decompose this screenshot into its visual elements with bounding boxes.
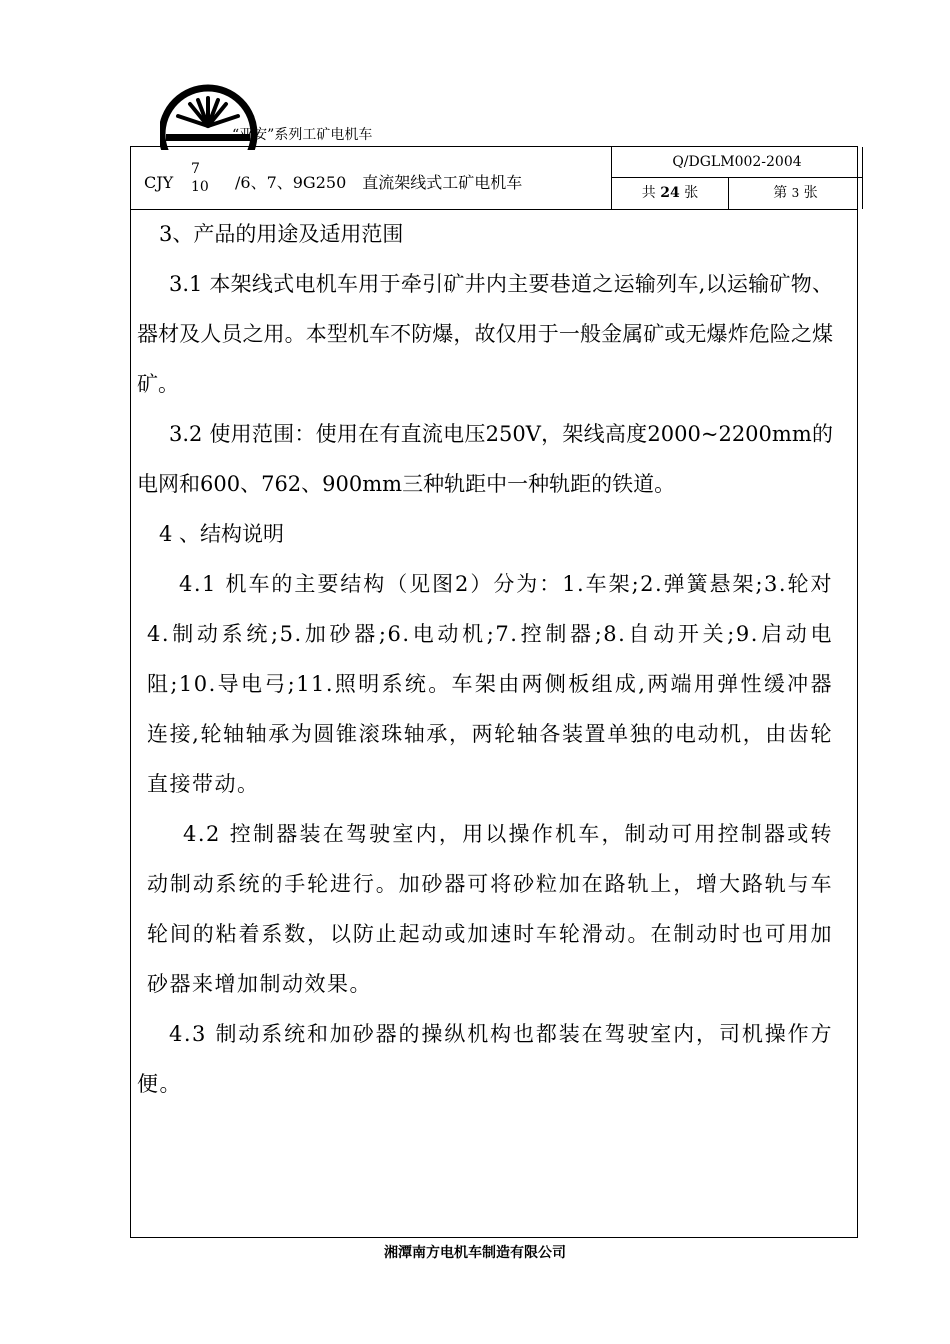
paragraph-3-2: 3.2 使用范围：使用在有直流电压250V，架线高度2000~2200mm的电网和600、762、900mm三种轨距中一种轨距的铁道。 xyxy=(137,422,833,496)
model-prefix: CJY xyxy=(144,173,174,192)
section-4-heading: 4 、结构说明 xyxy=(159,522,285,546)
doc-code: Q/DGLM002-2004 xyxy=(612,147,862,178)
total-sheets-suffix: 张 xyxy=(684,185,699,201)
sheet-no: 3 xyxy=(791,186,800,200)
sheet-suffix: 张 xyxy=(803,185,818,201)
sheet-prefix: 第 xyxy=(773,185,788,201)
total-sheets-count: 24 xyxy=(660,185,680,201)
total-sheets xyxy=(612,178,729,209)
paragraph-4-3: 4.3 制动系统和加砂器的操纵机构也都装在驾驶室内，司机操作方便。 xyxy=(137,1022,833,1096)
model-title: /6、7、9G250 直流架线式工矿电机车 xyxy=(235,173,523,192)
total-sheets-prefix: 共 xyxy=(641,185,656,201)
document-frame xyxy=(130,146,858,1238)
header-table xyxy=(131,147,857,210)
model-denominator: 10 xyxy=(191,179,209,195)
sheet-number xyxy=(729,178,862,209)
paragraph-3-1: 3.1 本架线式电机车用于牵引矿井内主要巷道之运输列车,以运输矿物、器材及人员之用。本型机车不防爆，故仅用于一般金属矿或无爆炸危险之煤矿。 xyxy=(137,272,833,396)
paragraph-4-2: 4.2 控制器装在驾驶室内，用以操作机车，制动可用控制器或转动制动系统的手轮进行。加砂器可将砂粒加在路轨上，增大路轨与车轮间的粘着系数，以防止起动或加速时车轮滑动。在制动时也可用加砂器来增加制动效果。 xyxy=(147,822,833,996)
model-numerator: 7 xyxy=(191,161,200,177)
section-3-heading: 3、产品的用途及适用范围 xyxy=(159,222,404,246)
header-info xyxy=(611,147,863,209)
company-footer: 湘潭南方电机车制造有限公司 xyxy=(384,1245,566,1261)
series-title: “亚安”系列工矿电机车 xyxy=(232,127,373,143)
paragraph-4-1: 4.1 机车的主要结构（见图2）分为：1.车架;2.弹簧悬架;3.轮对 4.制动系统;5.加砂器;6.电动机;7.控制器;8.自动开关;9.启动电阻;10.导电弓;11.照明系统。车架由两侧板组成,两端用弹性缓冲器连接,轮轴轴承为圆锥滚珠轴承，两轮轴各装置单独的电动机，由齿轮直接带动。 xyxy=(147,572,833,796)
